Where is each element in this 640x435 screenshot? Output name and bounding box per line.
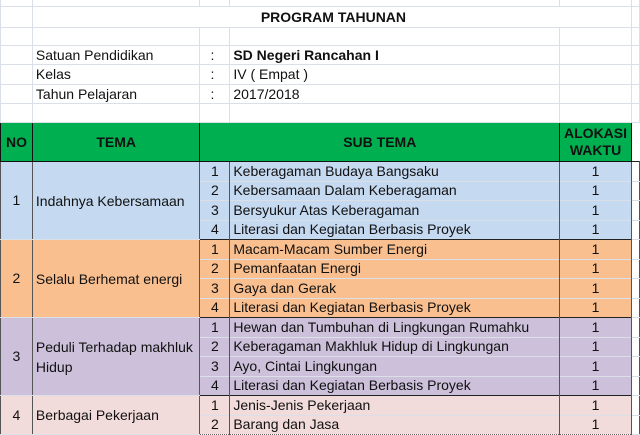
sub-tema-number[interactable]: 2 (200, 415, 230, 435)
tema-no[interactable]: 4 (1, 396, 33, 435)
sub-tema-number[interactable]: 2 (200, 259, 230, 279)
tema-no[interactable]: 3 (1, 318, 33, 396)
sub-tema-name[interactable]: Literasi dan Kegiatan Berbasis Proyek (230, 376, 560, 396)
table-row (1, 162, 640, 182)
sub-tema-number[interactable]: 3 (200, 279, 230, 299)
sub-tema-name[interactable]: Ayo, Cintai Lingkungan (230, 357, 560, 377)
sub-tema-name[interactable]: Kebersamaan Dalam Keberagaman (230, 181, 560, 201)
alokasi-waktu[interactable]: 1 (560, 220, 632, 240)
sub-tema-number[interactable]: 4 (200, 376, 230, 396)
alokasi-waktu[interactable]: 1 (560, 415, 632, 435)
sub-tema-name[interactable]: Gaya dan Gerak (230, 279, 560, 299)
alokasi-waktu[interactable]: 1 (560, 376, 632, 396)
alokasi-waktu[interactable]: 1 (560, 201, 632, 221)
sub-tema-number[interactable]: 1 (200, 396, 230, 416)
header-sub-tema: SUB TEMA (200, 123, 560, 162)
tema-no[interactable]: 1 (1, 162, 33, 240)
sub-tema-name[interactable]: Jenis-Jenis Pekerjaan (230, 396, 560, 416)
sub-tema-name[interactable]: Bersyukur Atas Keberagaman (230, 201, 560, 221)
alokasi-waktu[interactable]: 1 (560, 279, 632, 299)
info-label[interactable]: Tahun Pelajaran (32, 85, 200, 104)
header-alokasi (560, 123, 632, 162)
sub-tema-number[interactable]: 1 (200, 318, 230, 338)
sub-tema-number[interactable]: 2 (200, 181, 230, 201)
info-sep: : (200, 46, 230, 65)
tema-name[interactable]: Indahnya Kebersamaan (32, 162, 200, 240)
header-alokasi-line2: WAKTU (569, 142, 622, 158)
sub-tema-name[interactable]: Keberagaman Makhluk Hidup di Lingkungan (230, 337, 560, 357)
page-title[interactable]: PROGRAM TAHUNAN (32, 7, 631, 28)
tema-name[interactable]: Selalu Berhemat energi (32, 240, 200, 318)
info-sep: : (200, 65, 230, 85)
info-label[interactable]: Kelas (32, 65, 200, 85)
sub-tema-name[interactable]: Hewan dan Tumbuhan di Lingkungan Rumahku (230, 318, 560, 338)
sub-tema-name[interactable]: Literasi dan Kegiatan Berbasis Proyek (230, 298, 560, 318)
alokasi-waktu[interactable]: 1 (560, 162, 632, 182)
table-row (1, 318, 640, 338)
info-sep: : (200, 85, 230, 104)
alokasi-waktu[interactable]: 1 (560, 396, 632, 416)
sub-tema-number[interactable]: 3 (200, 357, 230, 377)
info-value[interactable]: IV ( Empat ) (230, 65, 560, 85)
sub-tema-name[interactable]: Literasi dan Kegiatan Berbasis Proyek (230, 220, 560, 240)
sub-tema-number[interactable]: 2 (200, 337, 230, 357)
tema-no[interactable]: 2 (1, 240, 33, 318)
table-row (1, 240, 640, 260)
alokasi-waktu[interactable]: 1 (560, 357, 632, 377)
sub-tema-number[interactable]: 1 (200, 240, 230, 260)
sub-tema-name[interactable]: Pemanfaatan Energi (230, 259, 560, 279)
sub-tema-name[interactable]: Macam-Macam Sumber Energi (230, 240, 560, 260)
sub-tema-number[interactable]: 3 (200, 201, 230, 221)
sub-tema-number[interactable]: 4 (200, 220, 230, 240)
sub-tema-name[interactable]: Keberagaman Budaya Bangsaku (230, 162, 560, 182)
info-value[interactable]: 2017/2018 (230, 85, 560, 104)
info-value[interactable]: SD Negeri Rancahan I (230, 46, 560, 65)
sub-tema-number[interactable]: 1 (200, 162, 230, 182)
info-label[interactable]: Satuan Pendidikan (32, 46, 200, 65)
alokasi-waktu[interactable]: 1 (560, 318, 632, 338)
alokasi-waktu[interactable]: 1 (560, 181, 632, 201)
header-alokasi-line1: ALOKASI (564, 125, 628, 141)
alokasi-waktu[interactable]: 1 (560, 240, 632, 260)
alokasi-waktu[interactable]: 1 (560, 337, 632, 357)
table-row (1, 396, 640, 416)
sub-tema-name[interactable]: Barang dan Jasa (230, 415, 560, 435)
sub-tema-number[interactable]: 4 (200, 298, 230, 318)
alokasi-waktu[interactable]: 1 (560, 259, 632, 279)
header-tema: TEMA (32, 123, 200, 162)
tema-name[interactable]: Peduli Terhadap makhluk Hidup (32, 318, 200, 396)
tema-name[interactable]: Berbagai Pekerjaan (32, 396, 200, 435)
alokasi-waktu[interactable]: 1 (560, 298, 632, 318)
header-no: NO (1, 123, 33, 162)
